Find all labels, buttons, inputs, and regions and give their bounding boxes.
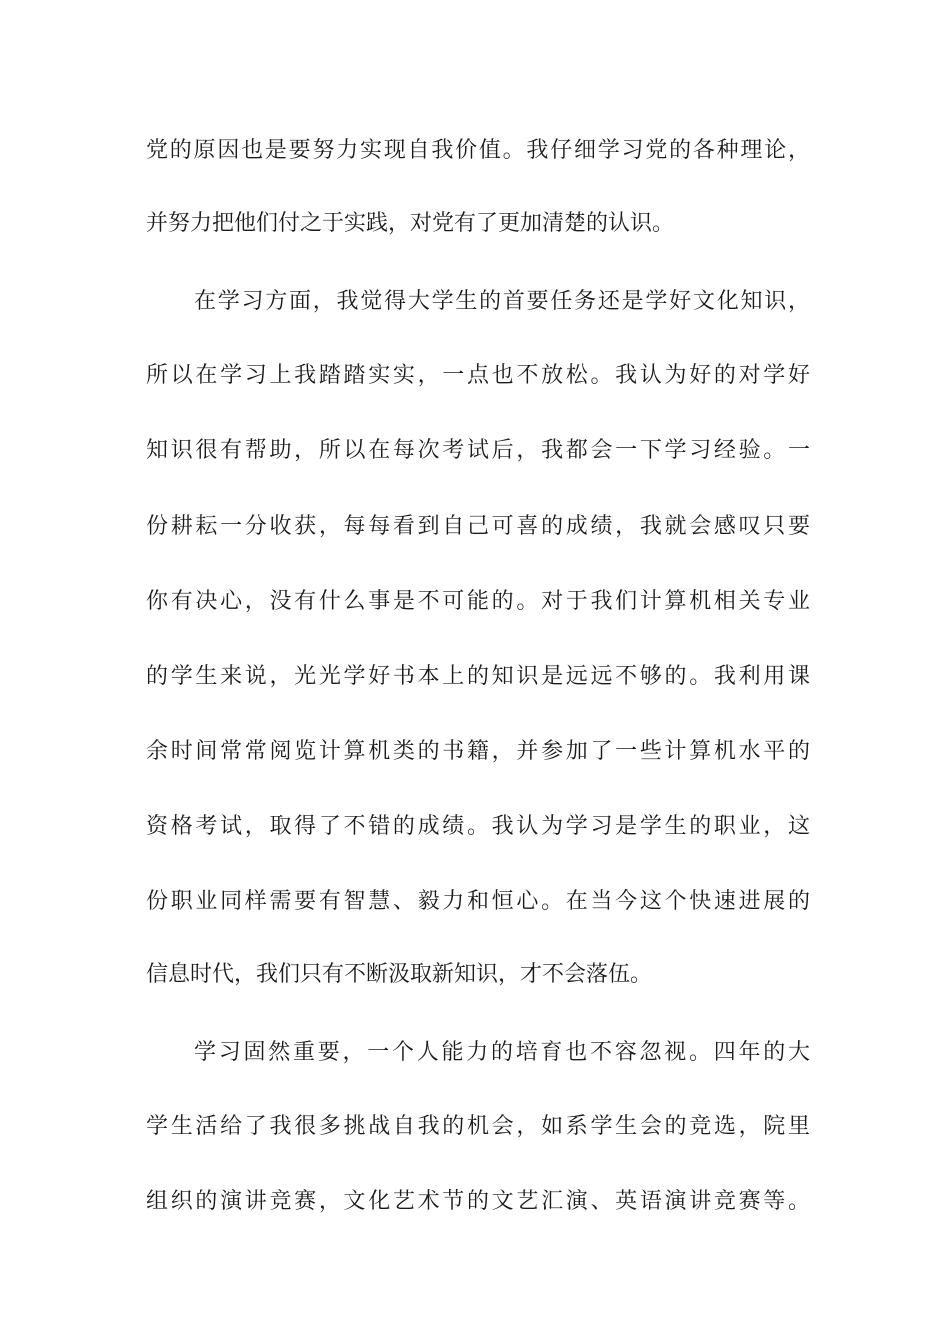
text-line-6: 份耕耘一分收获，每每看到自己可喜的成绩，我就会感叹只要: [146, 514, 810, 539]
text-line-4: 所以在学习上我踏踏实实，一点也不放松。我认为好的对学好: [146, 363, 810, 388]
text-line-9: 余时间常常阅览计算机类的书籍，并参加了一些计算机水平的: [146, 739, 810, 764]
text-line-2: 并努力把他们付之于实践，对党有了更加清楚的认识。: [146, 211, 675, 236]
text-line-8: 的学生来说，光光学好书本上的知识是远远不够的。我利用课: [146, 664, 810, 689]
text-line-3: 在学习方面，我觉得大学生的首要任务还是学好文化知识，: [194, 289, 810, 314]
text-line-11: 份职业同样需要有智慧、毅力和恒心。在当今这个快速进展的: [146, 889, 810, 914]
text-line-5: 知识很有帮助，所以在每次考试后，我都会一下学习经验。一: [146, 438, 810, 463]
text-line-12: 信息时代，我们只有不断汲取新知识，才不会落伍。: [146, 962, 653, 987]
text-line-15: 组织的演讲竞赛，文化艺术节的文艺汇演、英语演讲竞赛等。: [146, 1189, 810, 1214]
text-line-10: 资格考试，取得了不错的成绩。我认为学习是学生的职业，这: [146, 814, 810, 839]
text-line-7: 你有决心，没有什么事是不可能的。对于我们计算机相关专业: [146, 589, 810, 614]
text-line-13: 学习固然重要，一个人能力的培育也不容忽视。四年的大: [194, 1040, 810, 1065]
text-line-1: 党的原因也是要努力实现自我价值。我仔细学习党的各种理论，: [146, 138, 810, 163]
text-line-14: 学生活给了我很多挑战自我的机会，如系学生会的竞选，院里: [146, 1114, 810, 1139]
